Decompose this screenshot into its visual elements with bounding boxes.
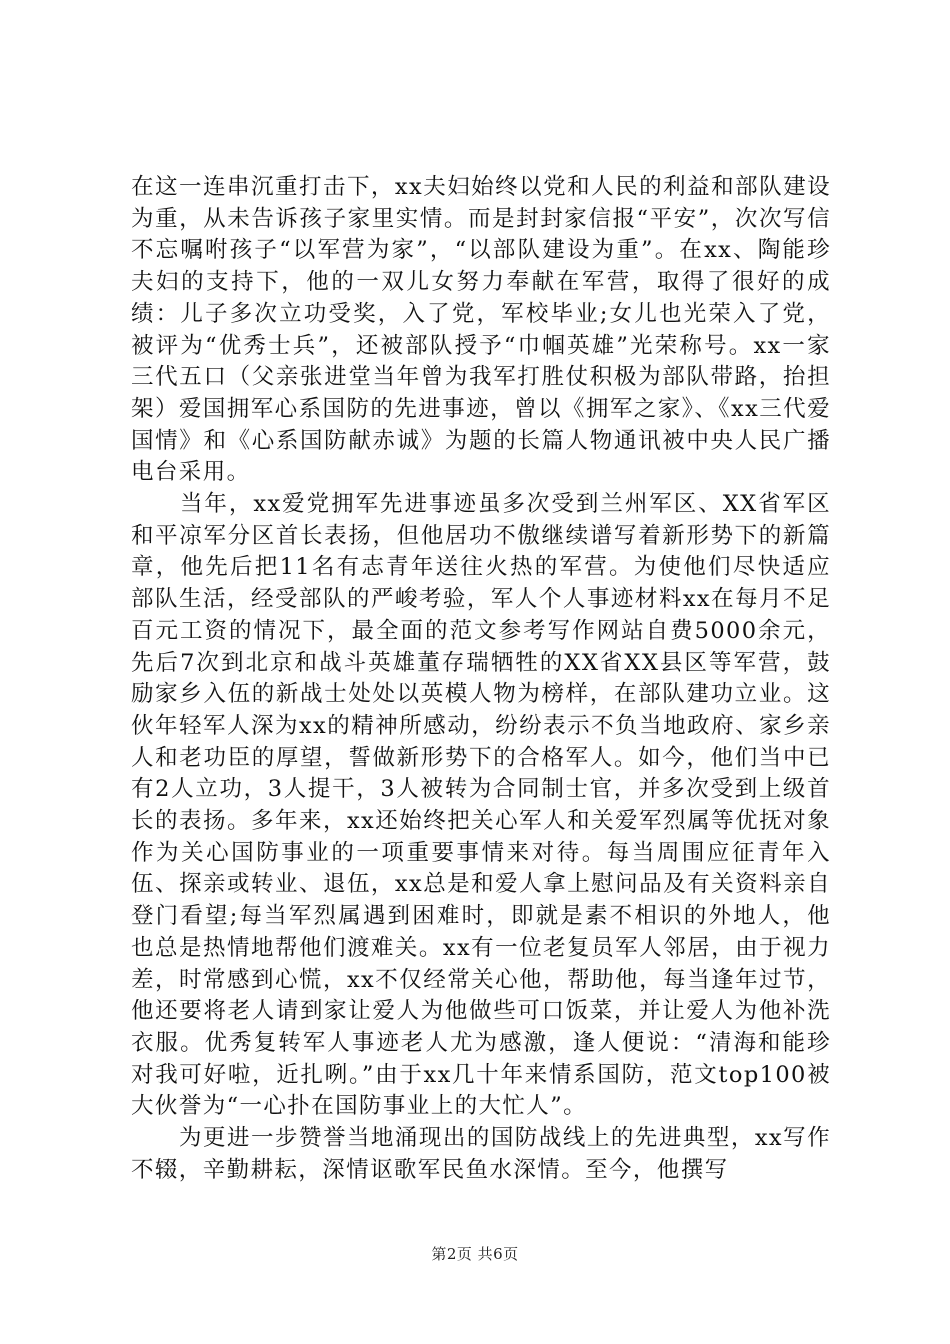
paragraph-3: 为更进一步赞誉当地涌现出的国防战线上的先进典型，xx写作不辍，辛勤耕耘，深情讴歌军民鱼水深情。至今，他撰写: [131, 1125, 831, 1183]
document-body: [131, 172, 831, 1187]
paragraph-2: 当年，xx爱党拥军先进事迹虽多次受到兰州军区、XX省军区和平凉军分区首长表扬，但他居功不傲继续谱写着新形势下的新篇章，他先后把11名有志青年送往火热的军营。为使他们尽快适应部队生活，经受部队的严峻考验，军人个人事迹材料xx在每月不足百元工资的情况下，最全面的范文参考写作网站自费5000余元，先后7次到北京和战斗英雄董存瑞牺牲的XX省XX县区等军营，鼓励家乡入伍的新战士处处以英模人物为榜样，在部队建功立业。这伙年轻军人深为xx的精神所感动，纷纷表示不负当地政府、家乡亲人和老功臣的厚望，誓做新形势下的合格军人。如今，他们当中已有2人立功，3人提干，3人被转为合同制士官，并多次受到上级首长的表扬。多年来，xx还始终把关心军人和关爱军烈属等优抚对象作为关心国防事业的一项重要事情来对待。每当周围应征青年入伍、探亲或转业、退伍，xx总是和爱人拿上慰问品及有关资料亲自登门看望;每当军烈属遇到困难时，即就是素不相识的外地人，他也总是热情地帮他们渡难关。xx有一位老复员军人邻居，由于视力差，时常感到心慌，xx不仅经常关心他，帮助他，每当逢年过节，他还要将老人请到家让爱人为他做些可口饭菜，并让爱人为他补洗衣服。优秀复转军人事迹老人尤为感激，逢人便说：“清海和能珍对我可好啦，近扎咧。”由于xx几十年来情系国防，范文top100被大伙誉为“一心扑在国防事业上的大忙人”。: [131, 491, 831, 1120]
page-footer: 第2页 共6页: [431, 1245, 519, 1263]
paragraph-1: 在这一连串沉重打击下，xx夫妇始终以党和人民的利益和部队建设为重，从未告诉孩子家里实情。而是封封家信报“平安”，次次写信不忘嘱咐孩子“以军营为家”，“以部队建设为重”。在xx、陶能珍夫妇的支持下，他的一双儿女努力奉献在军营，取得了很好的成绩：儿子多次立功受奖，入了党，军校毕业;女儿也光荣入了党，被评为“优秀士兵”，还被部队授予“巾帼英雄”光荣称号。xx一家三代五口（父亲张进堂当年曾为我军打胜仗积极为部队带路，抬担架）爱国拥军心系国防的先进事迹，曾以《拥军之家》、《xx三代爱国情》和《心系国防献赤诚》为题的长篇人物通讯被中央人民广播电台采用。: [131, 174, 831, 486]
